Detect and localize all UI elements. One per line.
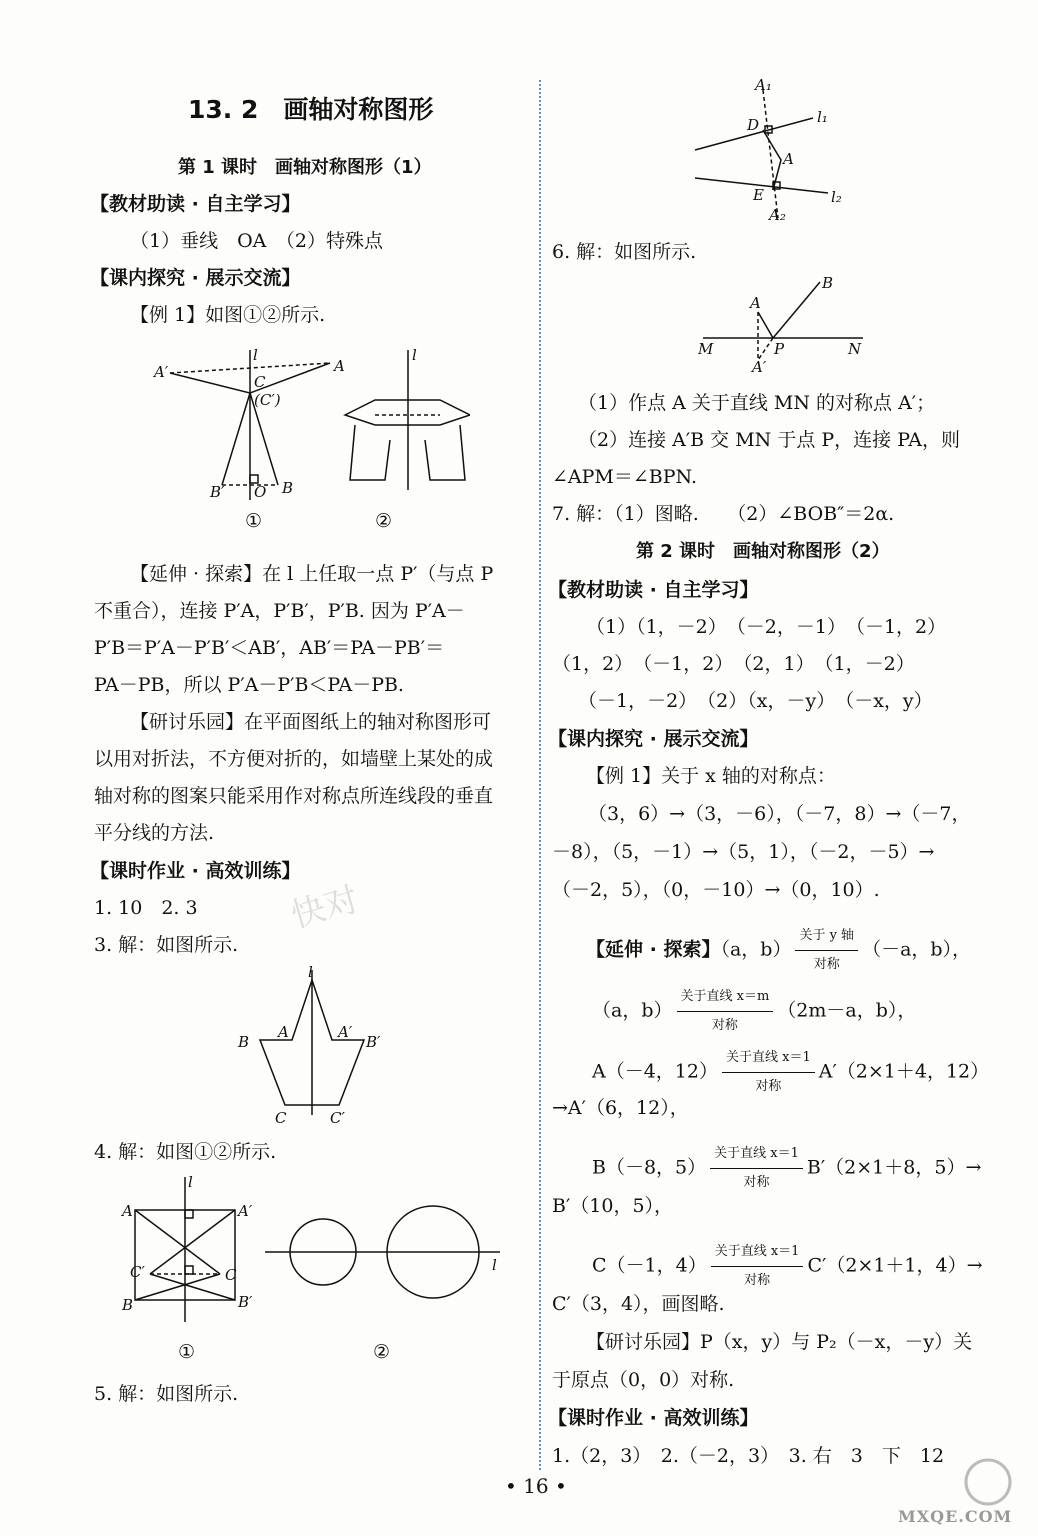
svg-text:N: N <box>848 340 862 358</box>
ext1-right: （－a，b）， <box>862 938 972 961</box>
page-number: • 16 • <box>505 1474 567 1498</box>
svg-text:A′: A′ <box>752 358 767 376</box>
svg-text:A₁: A₁ <box>755 78 772 94</box>
svg-text:A: A <box>278 1023 289 1041</box>
svg-text:A: A <box>783 150 794 168</box>
column-divider <box>539 80 541 1470</box>
fig4-caption-1: ① <box>178 1341 196 1363</box>
fig1-caption-2: ② <box>375 510 393 532</box>
ext5-right: C′（2×1＋1，4）→ <box>807 1254 983 1277</box>
ext3-arrow <box>722 1044 815 1101</box>
ext3-right: A′（2×1＋4，12） <box>818 1060 990 1083</box>
svg-text:B: B <box>282 479 294 497</box>
svg-text:A₂: A₂ <box>769 206 786 224</box>
lesson2-discuss-2: 于原点（0，0）对称. <box>552 1369 735 1391</box>
lesson2-discuss-1: 【研讨乐园】P（x，y）与 P₂（－x，－y）关 <box>586 1331 973 1353</box>
ext3-arrow-top: 关于直线 x＝1 <box>722 1044 815 1073</box>
fig1-caption-1: ① <box>245 510 263 532</box>
svg-text:B′: B′ <box>366 1033 381 1051</box>
ext2-arrow-bottom: 对称 <box>711 1018 738 1033</box>
ext4-arrow-top: 关于直线 x＝1 <box>710 1140 803 1169</box>
ext5-left: C（－1，4） <box>592 1254 707 1277</box>
lesson2-reading-2: （1，2） （－1，2） （2，1） （1，－2） <box>552 653 915 675</box>
section-title: 13. 2 画轴对称图形 <box>188 95 434 124</box>
svg-text:C: C <box>225 1266 237 1284</box>
lesson2-example-3: －8），（5，－1）→（5，1），（－2，－5）→ <box>552 841 935 863</box>
svg-text:B: B <box>822 274 834 292</box>
hw6-line-2: （2）连接 A′B 交 MN 于点 P，连接 PA，则 <box>578 429 960 451</box>
discuss-line-4: 平分线的方法. <box>94 822 215 844</box>
tag-homework: 【课时作业 · 高效训练】 <box>90 860 301 882</box>
tag-explore: 【课内探究 · 展示交流】 <box>90 267 301 289</box>
svg-text:A′: A′ <box>338 1023 353 1041</box>
lesson2-example-4: （－2，5），（0，－10）→（0，10）. <box>552 879 880 901</box>
lesson2-tag-homework: 【课时作业 · 高效训练】 <box>548 1407 759 1429</box>
hw6: 6. 解：如图所示. <box>552 241 697 263</box>
ext2-right: （2m－a，b）， <box>777 999 917 1022</box>
lesson2-tag-explore: 【课内探究 · 展示交流】 <box>548 728 759 750</box>
extend-transform-3 <box>592 1044 989 1101</box>
ext1-left: （a，b） <box>720 938 792 961</box>
hw4: 4. 解：如图①②所示. <box>94 1141 277 1163</box>
svg-text:A′: A′ <box>154 363 169 381</box>
lesson2-reading-1: （1）（1，－2） （－2，－1） （－1，2） <box>586 616 947 638</box>
fig4-caption-2: ② <box>373 1341 391 1363</box>
svg-text:M: M <box>698 340 714 358</box>
stamp-text: MXQE.COM <box>898 1507 1013 1526</box>
lesson2-tag-reading: 【教材助读 · 自主学习】 <box>548 579 759 601</box>
figure-hw3 <box>230 965 400 1130</box>
site-stamp <box>878 1450 1028 1530</box>
hw7: 7. 解：（1）图略. （2）∠BOB″＝2α. <box>552 503 895 525</box>
svg-text:C: C <box>275 1109 287 1127</box>
lesson2-example-1: 【例 1】关于 x 轴的对称点： <box>586 765 836 787</box>
svg-text:C: C <box>254 373 266 391</box>
extend-line-2: 不重合），连接 P′A，P′B′，P′B. 因为 P′A－ <box>94 600 465 622</box>
extend-transform-1 <box>586 922 971 979</box>
extend-line-1: 【延伸 · 探索】在 l 上任取一点 P′（与点 P <box>130 563 494 585</box>
example1: 【例 1】如图①②所示. <box>130 304 326 326</box>
figure-hw5 <box>693 78 853 228</box>
figure-hw4 <box>120 1172 510 1322</box>
svg-text:A′: A′ <box>238 1202 253 1220</box>
ext3-next: →A′（6，12）， <box>552 1097 689 1119</box>
ext4-arrow <box>710 1140 803 1197</box>
svg-text:B: B <box>238 1033 250 1051</box>
hw6-line-3: ∠APM＝∠BPN. <box>552 466 697 488</box>
discuss-line-3: 轴对称的图案只能采用作对称点所连线段的垂直 <box>94 785 494 807</box>
lesson2-example-2: （3，6）→（3，－6），（－7，8）→（－7， <box>588 803 971 825</box>
ext2-left: （a，b） <box>592 999 673 1022</box>
ext4-arrow-bottom: 对称 <box>743 1175 770 1190</box>
ext3-arrow-bottom: 对称 <box>755 1079 782 1094</box>
svg-text:D: D <box>747 116 760 134</box>
right-column <box>548 0 998 1536</box>
svg-text:l: l <box>412 346 417 364</box>
ext5-next: C′（3，4），画图略. <box>552 1293 725 1315</box>
watermark: 快对 <box>286 879 364 937</box>
ext4-right: B′（2×1＋8，5）→ <box>806 1156 982 1179</box>
extend-transform-5 <box>592 1238 983 1295</box>
tag-reading: 【教材助读 · 自主学习】 <box>90 193 301 215</box>
extend-transform-2 <box>592 983 916 1040</box>
ext4-next: B′（10，5）， <box>552 1195 674 1217</box>
hw1: 1. 10 2. 3 <box>94 897 198 919</box>
lesson2-hw-line: 1.（2，3） 2.（－2，3） 3. 右 3 下 12 <box>552 1445 945 1467</box>
left-column <box>90 0 530 1536</box>
svg-text:B′: B′ <box>210 483 225 501</box>
svg-text:l: l <box>188 1173 193 1191</box>
svg-text:O: O <box>254 483 267 501</box>
svg-text:C′: C′ <box>130 1263 145 1281</box>
svg-text:A: A <box>750 294 761 312</box>
ext1-arrow-top: 关于 y 轴 <box>795 922 858 951</box>
svg-text:B′: B′ <box>238 1293 253 1311</box>
svg-text:l: l <box>308 965 313 981</box>
svg-text:A: A <box>122 1202 133 1220</box>
svg-text:P: P <box>774 340 785 358</box>
ext1-arrow-bottom: 对称 <box>813 957 840 972</box>
ext2-arrow-top: 关于直线 x＝m <box>677 983 774 1012</box>
svg-text:l: l <box>492 1256 497 1274</box>
figure-hw6 <box>698 272 868 377</box>
svg-text:(C′): (C′) <box>254 391 281 409</box>
hw5: 5. 解：如图所示. <box>94 1383 239 1405</box>
hw3: 3. 解：如图所示. <box>94 934 239 956</box>
ext5-arrow <box>711 1238 804 1295</box>
discuss-line-2: 以用对折法，不方便对折的，如墙壁上某处的成 <box>94 748 494 770</box>
hw6-line-1: （1）作点 A 关于直线 MN 的对称点 A′； <box>578 392 936 414</box>
figure-example1 <box>150 345 470 530</box>
discuss-line-1: 【研讨乐园】在平面图纸上的轴对称图形可 <box>130 711 492 733</box>
extend-line-4: PA－PB，所以 P′A－P′B＜PA－PB. <box>94 674 404 696</box>
svg-text:B: B <box>122 1296 134 1314</box>
lesson1-heading: 第 1 课时 画轴对称图形（1） <box>178 157 432 178</box>
ext3-left: A（－4，12） <box>592 1060 718 1083</box>
lesson2-reading-3: （－1，－2） （2）（x，－y） （－x，y） <box>578 690 933 712</box>
lesson2-heading: 第 2 课时 画轴对称图形（2） <box>636 541 890 562</box>
ext5-arrow-bottom: 对称 <box>744 1273 771 1288</box>
svg-text:l: l <box>253 346 258 364</box>
lesson2-extend-tag: 【延伸 · 探索】 <box>586 938 721 961</box>
ext4-left: B（－8，5） <box>592 1156 707 1179</box>
ext5-arrow-top: 关于直线 x＝1 <box>711 1238 804 1267</box>
svg-text:E: E <box>753 186 764 204</box>
reading-answer: （1）垂线 OA （2）特殊点 <box>130 230 383 252</box>
extend-transform-4 <box>592 1140 981 1197</box>
ext1-arrow <box>795 922 858 979</box>
svg-text:l₂: l₂ <box>831 188 842 206</box>
extend-line-3: P′B＝P′A－P′B′＜AB′，AB′＝PA－PB′＝ <box>94 637 445 659</box>
svg-text:l₁: l₁ <box>817 108 828 126</box>
svg-text:C′: C′ <box>330 1109 345 1127</box>
svg-text:A: A <box>334 357 345 375</box>
ext2-arrow <box>677 983 774 1040</box>
